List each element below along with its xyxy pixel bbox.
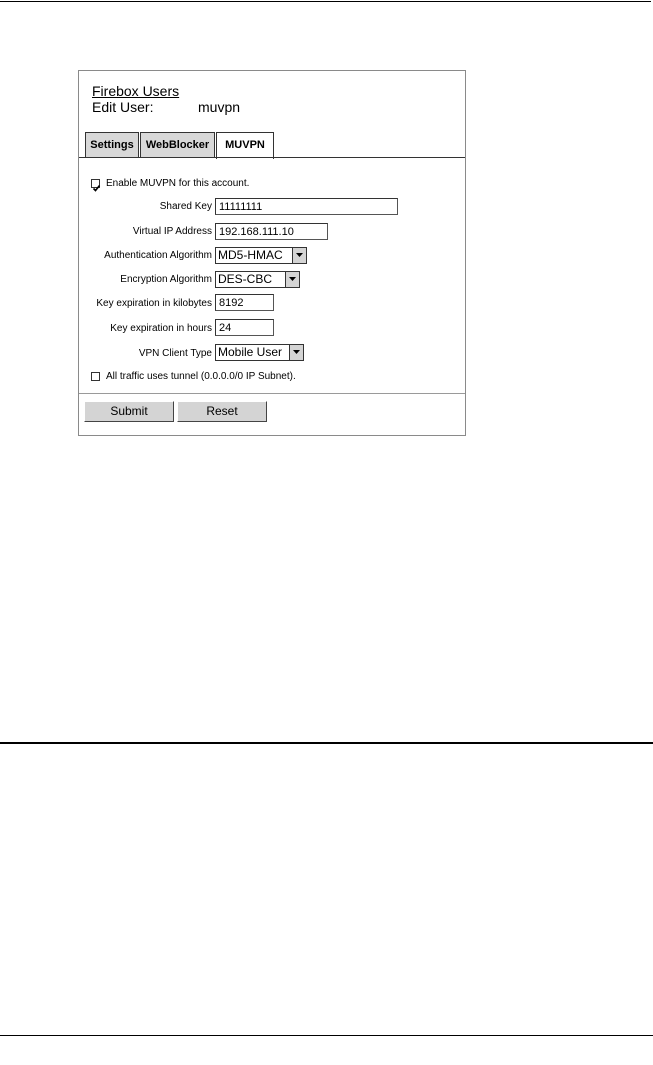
virtual-ip-input[interactable] <box>215 223 328 240</box>
auth-algorithm-label: Authentication Algorithm <box>104 250 212 261</box>
section-rule <box>0 742 653 744</box>
key-expiration-hours-label: Key expiration in hours <box>110 323 212 334</box>
chevron-down-icon <box>289 345 303 360</box>
button-divider <box>79 393 465 394</box>
chevron-down-icon <box>285 272 299 287</box>
shared-key-input[interactable] <box>215 198 398 215</box>
tab-muvpn[interactable]: MUVPN <box>216 132 274 159</box>
all-traffic-checkbox[interactable] <box>91 372 100 381</box>
enable-muvpn-checkbox[interactable] <box>91 179 100 188</box>
all-traffic-label: All traffic uses tunnel (0.0.0.0/0 IP Subnet). <box>106 371 296 382</box>
key-expiration-hours-input[interactable] <box>215 319 274 336</box>
top-rule <box>0 1 651 2</box>
edit-user-panel <box>78 70 466 436</box>
encryption-algorithm-value: DES-CBC <box>218 272 273 286</box>
encryption-algorithm-label: Encryption Algorithm <box>120 274 212 285</box>
vpn-client-type-select[interactable] <box>215 344 304 361</box>
reset-button[interactable]: Reset <box>177 401 267 422</box>
username-value: muvpn <box>198 99 241 115</box>
tab-settings[interactable]: Settings <box>85 132 139 158</box>
chevron-down-icon <box>292 248 306 263</box>
submit-button[interactable]: Submit <box>84 401 174 422</box>
enable-muvpn-label: Enable MUVPN for this account. <box>106 178 250 189</box>
virtual-ip-label: Virtual IP Address <box>132 226 212 237</box>
tab-webblocker[interactable]: WebBlocker <box>140 132 215 158</box>
vpn-client-type-label: VPN Client Type <box>138 348 212 359</box>
encryption-algorithm-select[interactable] <box>215 271 300 288</box>
shared-key-label: Shared Key <box>159 201 212 212</box>
footer-rule <box>0 1035 653 1036</box>
key-expiration-kb-label: Key expiration in kilobytes <box>96 298 212 309</box>
key-expiration-kb-input[interactable] <box>215 294 274 311</box>
edit-user-label: Edit User: <box>92 99 154 115</box>
auth-algorithm-select[interactable] <box>215 247 307 264</box>
checkmark-icon <box>92 184 101 193</box>
firebox-users-link[interactable]: Firebox Users <box>92 83 180 99</box>
tab-divider <box>79 157 465 158</box>
auth-algorithm-value: MD5-HMAC <box>218 248 283 262</box>
vpn-client-type-value: Mobile User <box>218 345 283 359</box>
